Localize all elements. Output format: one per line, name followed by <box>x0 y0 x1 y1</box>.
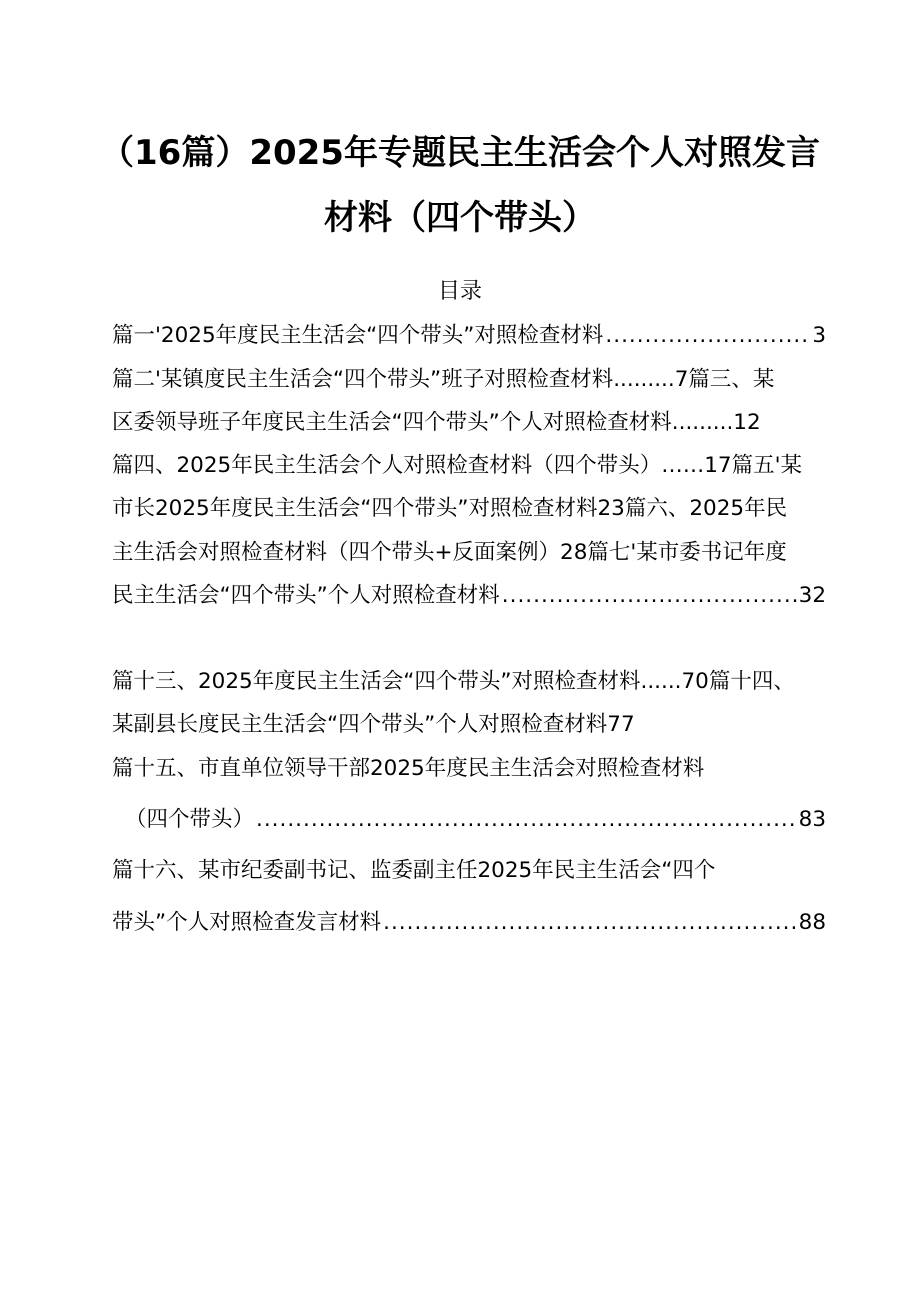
toc-entry-text: （四个带头） <box>125 807 255 832</box>
toc-entry: 主生活会对照检查材料（四个带头+反面案例）28篇七'某市委书记年度 <box>112 540 787 565</box>
toc-heading: 目录 <box>437 279 482 304</box>
toc-entry: 篇十五、市直单位领导干部2025年度民主生活会对照检查材料 <box>112 756 705 781</box>
toc-page-number: 32 <box>798 583 826 608</box>
toc-entry <box>112 321 826 351</box>
toc-entry: 篇十六、某市纪委副书记、监委副主任2025年民主生活会“四个 <box>112 858 716 883</box>
toc-entry: 篇二'某镇度民主生活会“四个带头”班子对照检查材料.........7篇三、某 <box>112 367 775 392</box>
toc-leader-dots <box>256 805 797 835</box>
toc-entry-text: 带头”个人对照检查发言材料 <box>112 910 382 935</box>
toc-entry <box>112 908 826 938</box>
toc-entry: 某副县长度民主生活会“四个带头”个人对照检查材料77 <box>112 712 635 737</box>
toc-entry: 篇十三、2025年度民主生活会“四个带头”对照检查材料......70篇十四、 <box>112 669 795 694</box>
toc-entry-text: 民主生活会“四个带头”个人对照检查材料 <box>112 583 500 608</box>
toc-page-number: 3 <box>812 323 826 348</box>
toc-leader-dots <box>502 581 797 611</box>
toc-page-number: 88 <box>798 910 826 935</box>
toc-entry <box>125 805 826 835</box>
toc-leader-dots <box>383 908 797 938</box>
toc-leader-dots <box>605 321 810 351</box>
toc-entry: 篇四、2025年民主生活会个人对照检查材料（四个带头）……17篇五'某 <box>112 453 802 478</box>
toc-entry: 市长2025年度民主生活会“四个带头”对照检查材料23篇六、2025年民 <box>112 496 788 521</box>
toc-entry: 区委领导班子年度民主生活会“四个带头”个人对照检查材料.........12 <box>112 410 761 435</box>
title-line-2: 材料（四个带头） <box>324 198 596 238</box>
toc-entry-text: 篇一'2025年度民主生活会“四个带头”对照检查材料 <box>112 323 604 348</box>
title-line-1: （16篇）2025年专题民主生活会个人对照发言 <box>100 133 820 173</box>
toc-entry <box>112 581 826 611</box>
toc-page-number: 83 <box>798 807 826 832</box>
